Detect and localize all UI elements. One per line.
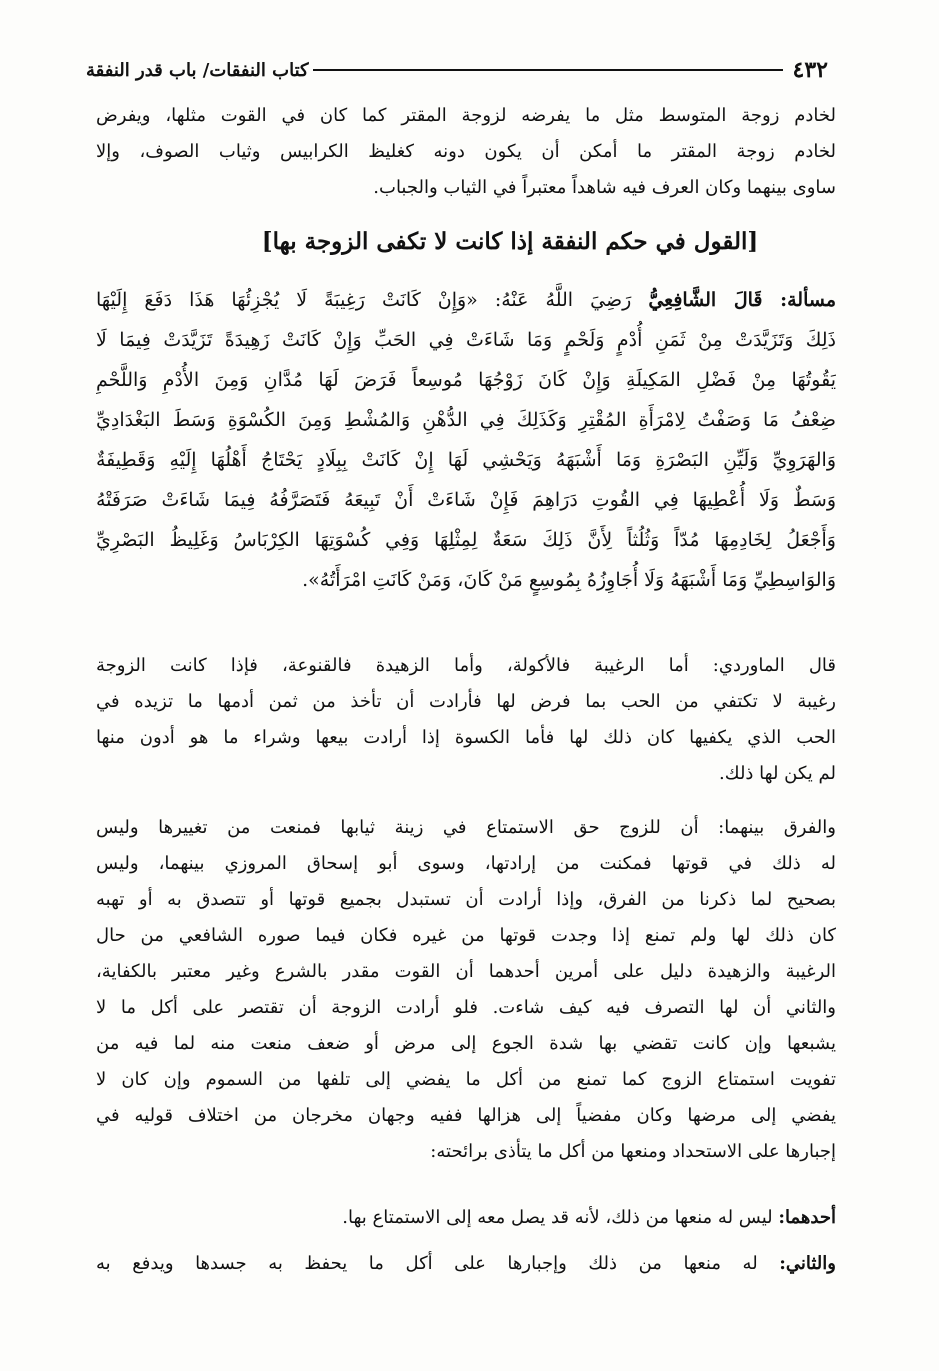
masala-paragraph <box>96 280 836 600</box>
text-line: يَقُوتُهَا مِنْ فَضْلِ المَكِيلَةِ وَإِنْ كَانَ زَوْجُهَا مُوسِعاً فَرَضَ لَهَا مُدَّانِ وَمِنَ الأُدْمِ وَاللَّحْمِ <box>96 369 836 391</box>
mawardi-paragraph <box>96 648 836 792</box>
text-line: تفويت استمتاع الزوج كما تمنع من أكل ما يفضي إلى تلفها من السموم وإن كان لا <box>96 1069 836 1090</box>
intro-paragraph <box>96 98 836 206</box>
second-view-label: والثاني: <box>779 1253 836 1274</box>
text-line <box>96 1246 836 1282</box>
text-line: يشبعها وإن كانت تقضي بها شدة الجوع إلى مرض أو ضعف منعت منه لما فيه من <box>96 1033 836 1054</box>
text-line: يفضي إلى مرضها وكان مفضياً إلى هزالها ففيه وجهان مخرجان من اختلاف قوليه في <box>96 1105 836 1126</box>
section-heading: [القول في حكم النفقة إذا كانت لا تكفى الزوجة بها] <box>261 228 759 255</box>
first-view-paragraph <box>96 1200 836 1236</box>
text-line: لخادم زوجة المتوسط مثل ما يفرضه لزوجة المقتر كما كان في القوت مثلها، ويفرض <box>96 105 836 126</box>
text-line: لخادم زوجة المقتر ما أمكن أن يكون دونه كغليظ الكرابيس وثياب الصوف، وإلا <box>96 141 836 162</box>
chapter-title: كتاب النفقات/ باب قدر النفقة <box>86 59 309 81</box>
text-line: له ذلك في قوتها فمكنت من إرادتها، وسوى أبو إسحاق المروزي بينهما، وليس <box>96 853 836 874</box>
second-view-paragraph <box>96 1246 836 1282</box>
text-line: رغيبة لا تكتفي من الحب بما فرض لها فأرادت أن تأخذ من ثمن أدمها ما تزيده في <box>96 691 836 712</box>
text-line: الحب الذي يكفيها كان ذلك لها فأما الكسوة إذا أرادت بيعها وشراء ما هو أدون منها <box>96 727 836 748</box>
text-line: كان ذلك لها ولم تمنع إذا وجدت قوتها من غيره فكان فيما صوره الشافعي من حال <box>96 925 836 946</box>
text-line: والثاني أن لها التصرف فيه كيف شاءت. فلو أرادت الزوجة أن تقتصر على أكل ما لا <box>96 997 836 1018</box>
text-line: الرغيبة والزهيدة دليل على أمرين أحدهما أن القوت مقدر بالشرع وغير معتبر بالكفاية، <box>96 961 836 982</box>
farq-paragraph <box>96 810 836 1170</box>
text-line <box>96 280 836 320</box>
first-view-label: أحدهما: <box>778 1207 836 1228</box>
running-head <box>86 50 828 90</box>
second-view-text: له منعها من ذلك وإجبارها على أكل ما يحفظ به جسدها ويدفع به <box>96 1253 758 1274</box>
text-line: وَأَجْعَلُ لِخَادِمِهَا مُدّاً وَثُلُثاً لِأَنَّ ذَلِكَ سَعَةٌ لِمِثْلِهَا وَفِي كُسْوَتِهَا الكِرْبَاسُ وَغَلِيظُ البَصْرِيِّ <box>96 529 836 551</box>
text-line: والفرق بينهما: أن للزوج حق الاستمتاع في زينة ثيابها فمنعت من تغييرها وليس <box>96 817 836 838</box>
text-line: ضِعْفُ مَا وَصَفْتُ لِامْرَأَةِ المُقْتِرِ وَكَذَلِكَ فِي الدُّهْنِ وَالمُشْطِ وَمِنَ الكُسْوَةِ وَسَطَ البَغْدَادِيِّ <box>96 409 836 431</box>
text-line: وَالوَاسِطِيِّ وَمَا أَشْبَهَهُ وَلَا أُجَاوِزُهُ بِمُوسِعٍ مَنْ كَانَ، وَمَنْ كَانَتِ امْرَأَتُهُ». <box>302 569 836 591</box>
text-line <box>96 1200 836 1236</box>
text-line: بصحيح لما ذكرنا من الفرق، وإذا أرادت أن تستبدل بجميع قوتها أو تتصدق به أو تهبه <box>96 889 836 910</box>
text-line: ساوى بينهما وكان العرف فيه شاهداً معتبراً في الثياب والجباب. <box>373 177 836 198</box>
first-view-text: ليس له منعها من ذلك، لأنه قد يصل معه إلى الاستمتاع بها. <box>342 1207 773 1228</box>
text-line: إجبارها على الاستحداد ومنعها من أكل ما يتأذى برائحته: <box>430 1141 836 1162</box>
text-line: وَسَطٌ وَلَا أُعْطِيهَا فِي القُوتِ دَرَاهِمَ فَإِنْ شَاءَتْ أَنْ تَبِيعَهُ فَتَصَرَّفُهُ فِيمَا شَاءَتْ صَرَفَتْهُ <box>96 489 836 511</box>
text-line: وَالهَرَوِيِّ وَلَيِّنِ البَصْرَةِ وَمَا أَشْبَهَهُ وَيَحْشِي لَهَا إِنْ كَانَتْ بِبِلَادٍ يَحْتَاجُ أَهْلُهَا إِلَيْهِ وَقَطِيفَةٌ <box>96 449 836 471</box>
text-line: ذَلِكَ وَتَزَيَّدَتْ مِنْ ثَمَنِ أُدْمٍ وَلَحْمٍ وَمَا شَاءَتْ فِي الحَبِّ وَإِنْ كَانَتْ زَهِيدَةً تَزَيَّدَتْ فِيمَا لَا <box>96 329 836 351</box>
masala-first-line: رَضِيَ اللَّهُ عَنْهُ: «وَإِنْ كَانَتْ رَغِيبَةً لَا يُجْزِئُهَا هَذَا دَفَعَ إِلَيْهَا <box>96 289 632 311</box>
header-rule <box>313 69 783 71</box>
text-line: لم يكن لها ذلك. <box>719 763 836 784</box>
text-line: قال الماوردي: أما الرغيبة فالأكولة، وأما الزهيدة فالقنوعة، فإذا كانت الزوجة <box>96 655 836 676</box>
masala-lead: مسألة: قَالَ الشَّافِعِيُّ <box>648 289 836 311</box>
page-number: ٤٣٢ <box>792 57 828 83</box>
